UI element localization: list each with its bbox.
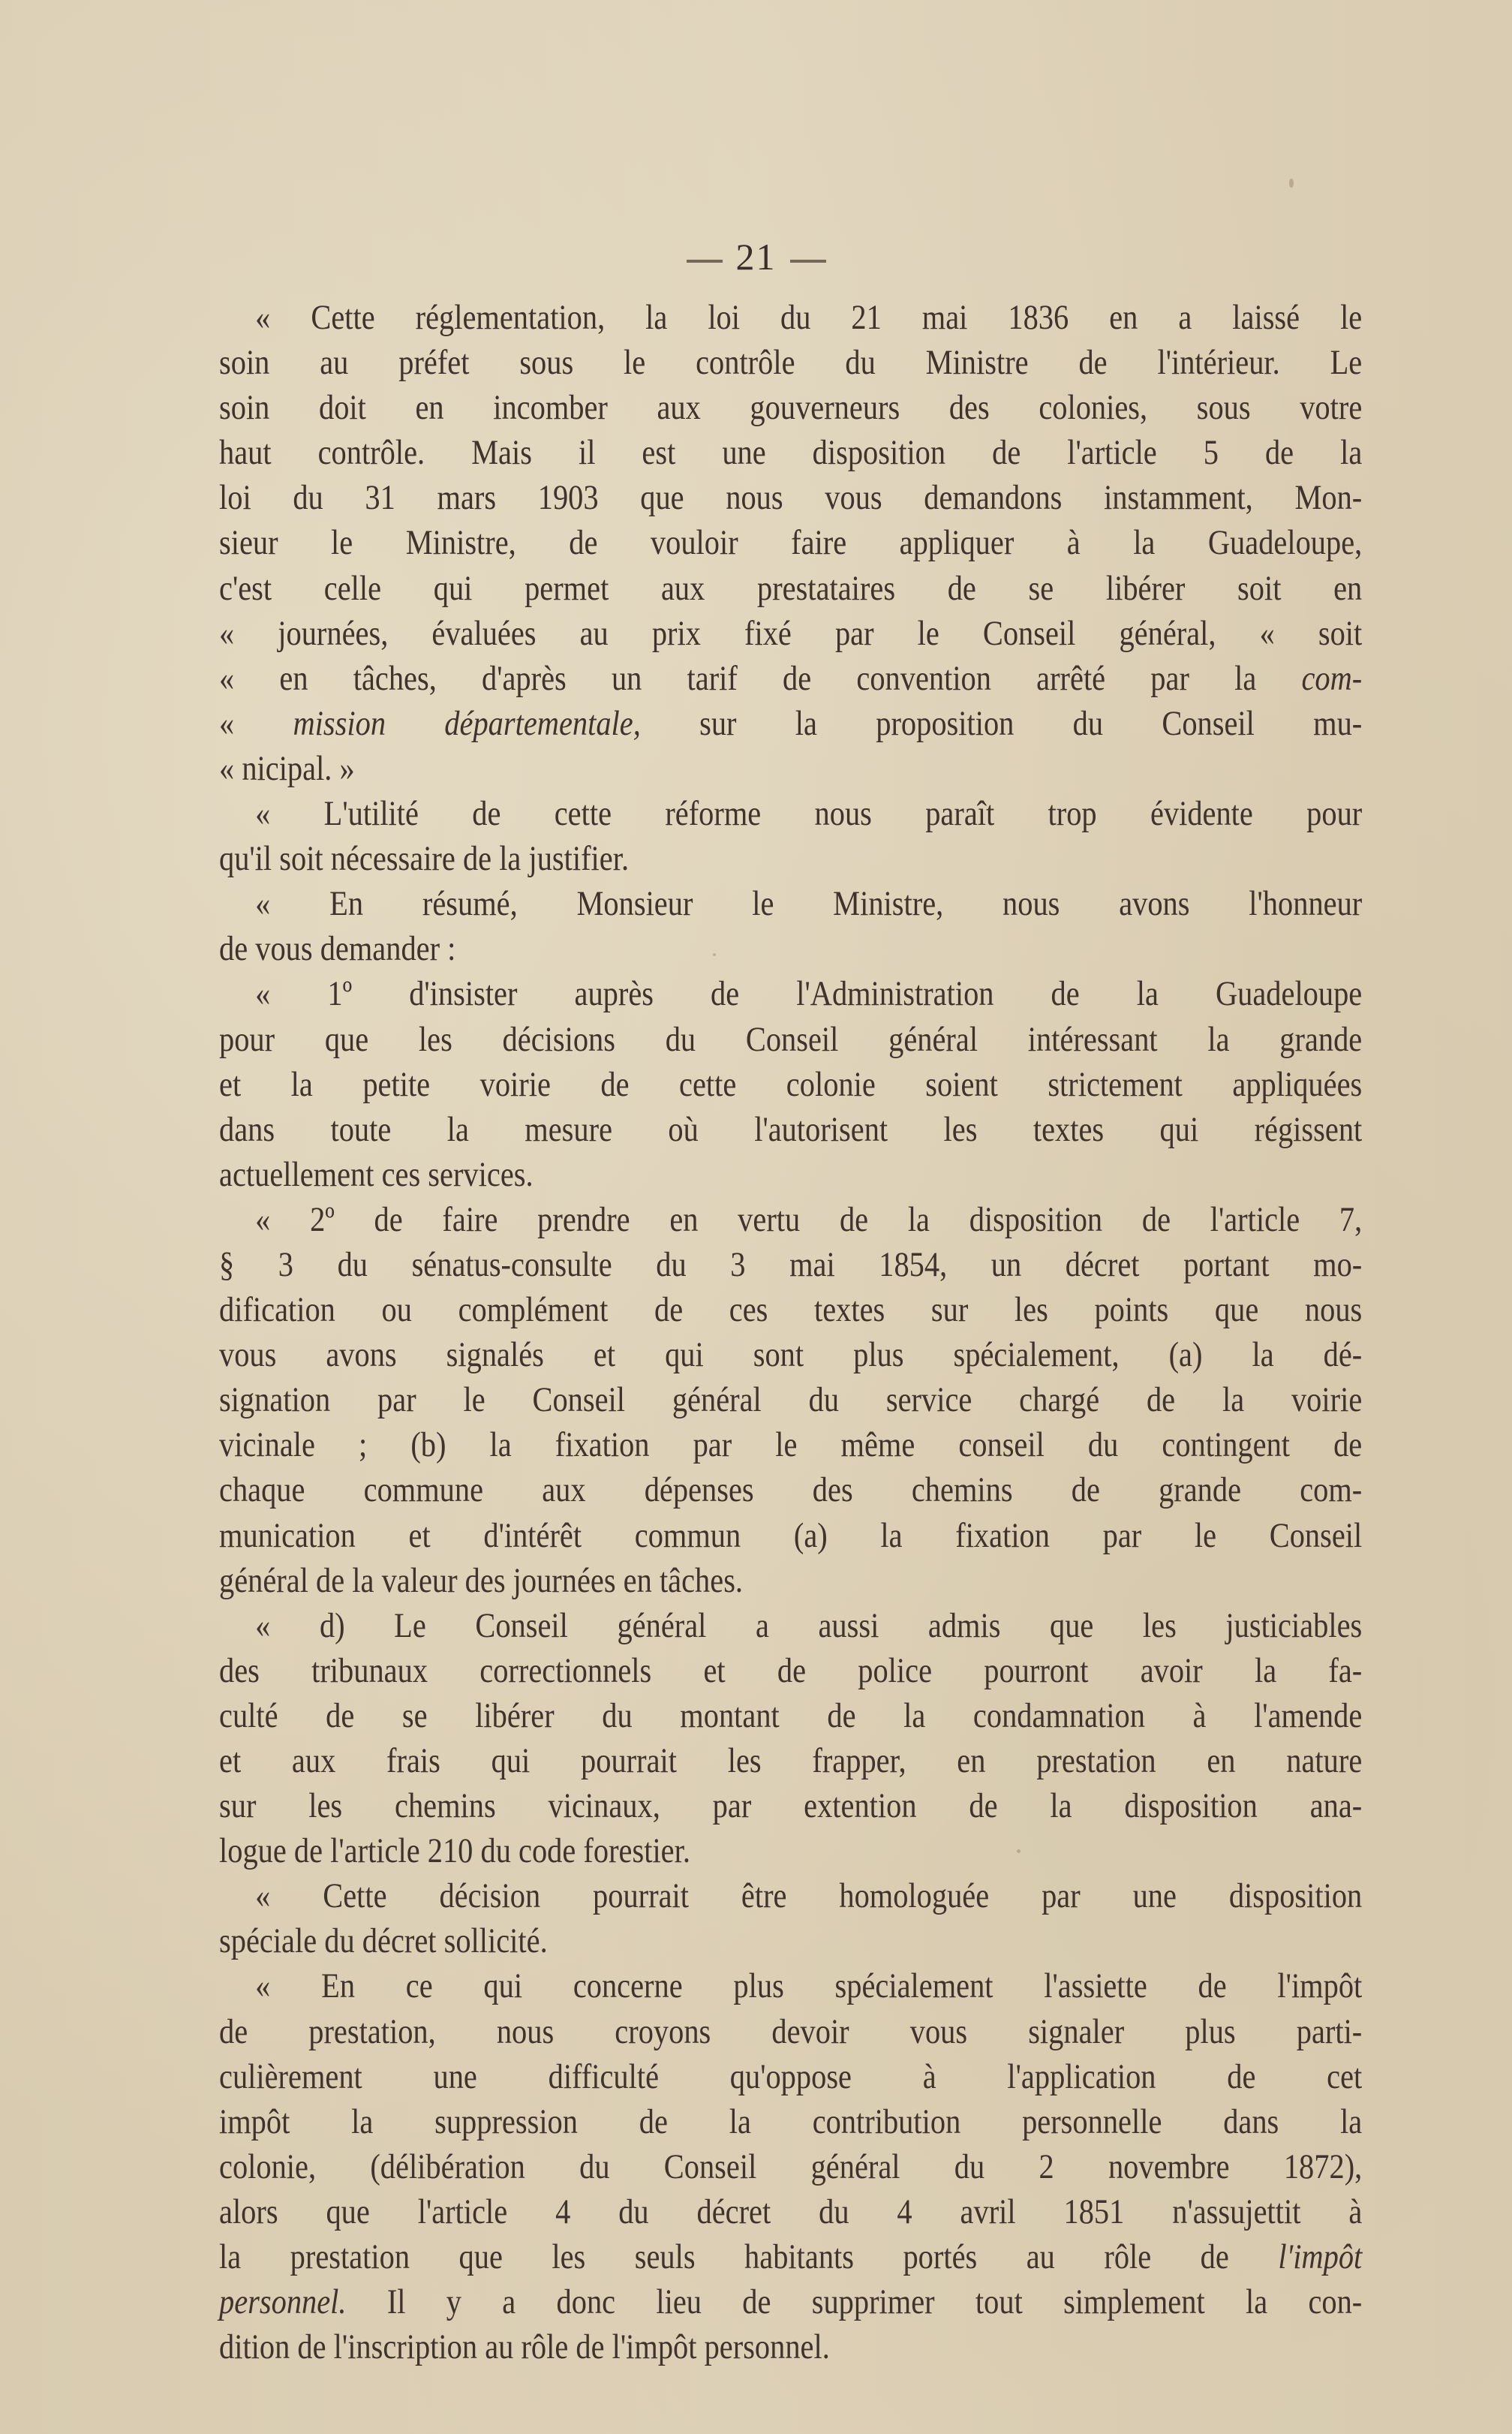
text-line bbox=[219, 1467, 1362, 1512]
text-line bbox=[219, 1558, 1362, 1603]
text-line bbox=[219, 385, 1362, 430]
page-header bbox=[0, 234, 1512, 279]
text-line bbox=[219, 1783, 1362, 1828]
text-run: et la petite voirie de cette colonie soient strictement appliquées bbox=[219, 1064, 1363, 1104]
text-run: sur les chemins vicinaux, par extention de la disposition ana- bbox=[219, 1786, 1363, 1826]
text-line bbox=[219, 926, 1362, 971]
text-run: sieur le Ministre, de vouloir faire appliquer à la Guadeloupe, bbox=[219, 523, 1363, 563]
text-line bbox=[219, 1918, 1362, 1963]
italic-text: l'impôt bbox=[1278, 2237, 1363, 2277]
text-run: spéciale du décret sollicité. bbox=[219, 1921, 548, 1961]
text-run: « journées, évaluées au prix fixé par le Conseil général, « soit bbox=[219, 613, 1363, 653]
paragraph-first-line bbox=[219, 1603, 1362, 1648]
text-run: sur la proposition du Conseil mu- bbox=[699, 703, 1363, 743]
text-run: soin au préfet sous le contrôle du Ministre de l'intérieur. Le bbox=[219, 343, 1363, 383]
text-run: culté de se libérer du montant de la condamnation à l'amende bbox=[219, 1695, 1363, 1735]
text-run: « Cette réglementation, la loi du 21 mai 1836 en a laissé le bbox=[255, 298, 1363, 337]
text-line bbox=[219, 2099, 1362, 2144]
paper-speck bbox=[713, 953, 716, 956]
text-run: « 1º d'insister auprès de l'Administration de la Guadeloupe bbox=[255, 974, 1363, 1014]
text-line bbox=[219, 656, 1362, 701]
text-run: munication et d'intérêt commun (a) la fixation par le Conseil bbox=[219, 1515, 1363, 1555]
text-line bbox=[219, 2144, 1362, 2189]
text-run: vous avons signalés et qui sont plus spécialement, (a) la dé- bbox=[219, 1335, 1363, 1375]
text-run: dans toute la mesure où l'autorisent les textes qui régissent bbox=[219, 1109, 1363, 1149]
text-line bbox=[219, 2009, 1362, 2054]
text-run: général de la valeur des journées en tâches. bbox=[219, 1560, 744, 1600]
text-run: qu'il soit nécessaire de la justifier. bbox=[219, 839, 630, 879]
text-run: de vous demander : bbox=[219, 929, 456, 969]
paragraph-first-line bbox=[219, 971, 1362, 1016]
text-run: actuellement ces services. bbox=[219, 1154, 534, 1194]
text-line bbox=[219, 2324, 1362, 2369]
text-line bbox=[219, 1377, 1362, 1422]
text-run: dition de l'inscription au rôle de l'impôt personnel. bbox=[219, 2327, 830, 2367]
text-run: « En ce qui concerne plus spécialement l'assiette de l'impôt bbox=[255, 1966, 1363, 2006]
text-run: pour que les décisions du Conseil général intéressant la grande bbox=[219, 1019, 1363, 1059]
italic-text: personnel. bbox=[219, 2282, 347, 2322]
text-line bbox=[219, 520, 1362, 565]
text-run: impôt la suppression de la contribution personnelle dans la bbox=[219, 2102, 1363, 2141]
text-line bbox=[219, 2279, 1362, 2324]
text-run: c'est celle qui permet aux prestataires de se libérer soit en bbox=[219, 568, 1363, 608]
text-run: « bbox=[219, 703, 235, 743]
paper-speck bbox=[1289, 179, 1294, 188]
text-line bbox=[219, 430, 1362, 475]
paper-speck bbox=[1017, 1849, 1021, 1853]
text-run: soin doit en incomber aux gouverneurs des colonies, sous votre bbox=[219, 388, 1363, 428]
text-line bbox=[219, 836, 1362, 881]
text-run: vicinale ; (b) la fixation par le même conseil du contingent de bbox=[219, 1425, 1363, 1465]
text-line bbox=[219, 340, 1362, 385]
text-run: § 3 du sénatus-consulte du 3 mai 1854, un décret portant mo- bbox=[219, 1244, 1363, 1284]
text-line bbox=[219, 2054, 1362, 2099]
text-run: Il y a donc lieu de supprimer tout simplement la con- bbox=[386, 2282, 1363, 2322]
page-number: 21 bbox=[735, 236, 777, 278]
paragraph-first-line bbox=[219, 1873, 1362, 1918]
text-line bbox=[219, 1828, 1362, 1873]
text-line bbox=[219, 1513, 1362, 1558]
text-run: la prestation que les seuls habitants portés au rôle de bbox=[219, 2237, 1229, 2277]
text-line bbox=[219, 1422, 1362, 1467]
text-run: « Cette décision pourrait être homologuée par une disposition bbox=[255, 1876, 1363, 1916]
text-run: signation par le Conseil général du service chargé de la voirie bbox=[219, 1380, 1363, 1420]
paragraph-first-line bbox=[219, 1963, 1362, 2008]
paragraph-first-line bbox=[219, 1197, 1362, 1242]
paragraph-first-line bbox=[219, 791, 1362, 836]
text-line bbox=[219, 746, 1362, 791]
text-run: « L'utilité de cette réforme nous paraît trop évidente pour bbox=[255, 794, 1363, 834]
italic-text: com- bbox=[1301, 658, 1363, 698]
text-line bbox=[219, 1332, 1362, 1377]
text-run: « nicipal. » bbox=[219, 748, 355, 788]
text-run: « d) Le Conseil général a aussi admis que les justiciables bbox=[255, 1605, 1363, 1645]
text-line bbox=[219, 1287, 1362, 1332]
text-run: dification ou complément de ces textes sur les points que nous bbox=[219, 1290, 1363, 1330]
text-run: haut contrôle. Mais il est une disposition de l'article 5 de la bbox=[219, 433, 1363, 473]
text-line bbox=[219, 1648, 1362, 1693]
text-run: alors que l'article 4 du décret du 4 avril 1851 n'assujettit à bbox=[219, 2192, 1363, 2231]
text-line bbox=[219, 1152, 1362, 1197]
text-line bbox=[219, 2234, 1362, 2279]
paragraph-first-line bbox=[219, 295, 1362, 340]
italic-text: mission départementale, bbox=[293, 703, 641, 743]
text-run: et aux frais qui pourrait les frapper, en prestation en nature bbox=[219, 1741, 1363, 1780]
text-run: de prestation, nous croyons devoir vous signaler plus parti- bbox=[219, 2011, 1363, 2051]
text-line bbox=[219, 2189, 1362, 2234]
text-line bbox=[219, 611, 1362, 656]
text-line bbox=[219, 475, 1362, 520]
text-run: culièrement une difficulté qu'oppose à l'application de cet bbox=[219, 2056, 1363, 2096]
right-dash-ornament bbox=[790, 260, 826, 263]
text-run: logue de l'article 210 du code forestier. bbox=[219, 1831, 690, 1871]
text-line bbox=[219, 1242, 1362, 1287]
text-run: chaque commune aux dépenses des chemins de grande com- bbox=[219, 1470, 1363, 1510]
text-run: des tribunaux correctionnels et de police pourront avoir la fa- bbox=[219, 1650, 1363, 1690]
body-text bbox=[219, 295, 1362, 2369]
text-line bbox=[219, 1062, 1362, 1107]
left-dash-ornament bbox=[687, 260, 723, 263]
text-run: « En résumé, Monsieur le Ministre, nous avons l'honneur bbox=[255, 884, 1363, 924]
text-line bbox=[219, 701, 1362, 746]
text-line bbox=[219, 1738, 1362, 1783]
text-line bbox=[219, 1693, 1362, 1738]
text-line bbox=[219, 566, 1362, 611]
text-run: « 2º de faire prendre en vertu de la disposition de l'article 7, bbox=[255, 1199, 1363, 1239]
text-run: « en tâches, d'après un tarif de convention arrêté par la bbox=[219, 658, 1257, 698]
text-line bbox=[219, 1017, 1362, 1062]
text-run: colonie, (délibération du Conseil général du 2 novembre 1872), bbox=[219, 2147, 1363, 2186]
text-run: loi du 31 mars 1903 que nous vous demandons instamment, Mon- bbox=[219, 478, 1363, 518]
paragraph-first-line bbox=[219, 881, 1362, 926]
text-line bbox=[219, 1107, 1362, 1152]
